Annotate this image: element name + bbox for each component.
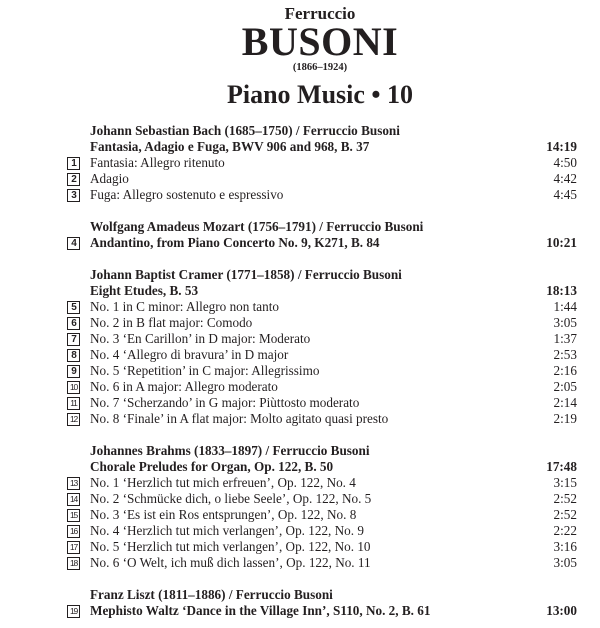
composer-line: [0, 587, 600, 603]
track-number-box: 18: [67, 557, 80, 570]
track-number-box: 9: [67, 365, 80, 378]
track-row[interactable]: [0, 411, 600, 427]
track-row[interactable]: [0, 363, 600, 379]
track-time: 3:05: [553, 555, 577, 570]
track-row[interactable]: [0, 171, 600, 187]
composer-first-name: Ferruccio: [284, 4, 356, 23]
track-number-box: 12: [67, 413, 80, 426]
composer-line: [0, 123, 600, 139]
track-time: 4:50: [553, 155, 577, 170]
track-title: Fantasia: Allegro ritenuto: [90, 155, 225, 170]
track-number-box: 2: [67, 173, 80, 186]
track-time: 2:52: [553, 507, 577, 522]
work-time: 10:21: [546, 235, 577, 250]
track-number-box: 17: [67, 541, 80, 554]
track-number-box: 4: [67, 237, 80, 250]
track-number-box: 15: [67, 509, 80, 522]
track-number-box: 16: [67, 525, 80, 538]
track-row[interactable]: [0, 395, 600, 411]
track-row[interactable]: [0, 491, 600, 507]
composer-line: [0, 267, 600, 283]
track-title: No. 2 in B flat major: Comodo: [90, 315, 253, 330]
track-time: 2:22: [553, 523, 577, 538]
track-title: Adagio: [90, 171, 129, 186]
track-row[interactable]: [0, 299, 600, 315]
track-title: Fuga: Allegro sostenuto e espressivo: [90, 187, 284, 202]
composer-line-text: Johannes Brahms (1833–1897) / Ferruccio Busoni: [90, 443, 370, 458]
track-time: 4:42: [553, 171, 577, 186]
track-time: 3:16: [553, 539, 577, 554]
work-title: Mephisto Waltz ‘Dance in the Village Inn’, S110, No. 2, B. 61: [90, 603, 431, 618]
track-title: No. 3 ‘En Carillon’ in D major: Moderato: [90, 331, 311, 346]
track-time: 2:53: [553, 347, 577, 362]
track-row[interactable]: [0, 331, 600, 347]
work-title: Fantasia, Adagio e Fuga, BWV 906 and 968, B. 37: [90, 139, 370, 154]
composer-dates: (1866–1924): [292, 62, 348, 73]
track-number-box: 8: [67, 349, 80, 362]
track-row[interactable]: [0, 523, 600, 539]
track-number-box: 13: [67, 477, 80, 490]
work-time: 13:00: [546, 603, 577, 618]
work-row[interactable]: [0, 603, 600, 619]
track-title: No. 2 ‘Schmücke dich, o liebe Seele’, Op. 122, No. 5: [90, 491, 372, 506]
track-time: 1:37: [553, 331, 577, 346]
composer-line: [0, 219, 600, 235]
work-title: Eight Etudes, B. 53: [90, 283, 199, 298]
track-row[interactable]: [0, 507, 600, 523]
album-title: Piano Music • 10: [226, 80, 414, 109]
track-title: No. 1 ‘Herzlich tut mich erfreuen’, Op. 122, No. 4: [90, 475, 356, 490]
track-number-box: 1: [67, 157, 80, 170]
composer-line: [0, 443, 600, 459]
track-time: 2:52: [553, 491, 577, 506]
track-title: No. 7 ‘Scherzando’ in G major: Piùttosto moderato: [90, 395, 360, 410]
track-number-box: 7: [67, 333, 80, 346]
composer-line-text: Johann Sebastian Bach (1685–1750) / Ferruccio Busoni: [90, 123, 400, 138]
track-title: No. 6 in A major: Allegro moderato: [90, 379, 278, 394]
track-title: No. 5 ‘Herzlich tut mich verlangen’, Op. 122, No. 10: [90, 539, 371, 554]
track-time: 3:15: [553, 475, 577, 490]
track-title: No. 6 ‘O Welt, ich muß dich lassen’, Op. 122, No. 11: [90, 555, 371, 570]
track-title: No. 8 ‘Finale’ in A flat major: Molto agitato quasi presto: [90, 411, 389, 426]
track-row[interactable]: [0, 539, 600, 555]
track-row[interactable]: [0, 347, 600, 363]
track-time: 1:44: [553, 299, 577, 314]
track-row[interactable]: [0, 475, 600, 491]
composer-line-text: Franz Liszt (1811–1886) / Ferruccio Busoni: [90, 587, 333, 602]
track-number-box: 3: [67, 189, 80, 202]
track-number-box: 11: [67, 397, 80, 410]
work-row: [0, 283, 600, 299]
track-number-box: 6: [67, 317, 80, 330]
track-time: 2:05: [553, 379, 577, 394]
track-title: No. 3 ‘Es ist ein Ros entsprungen’, Op. 122, No. 8: [90, 507, 357, 522]
track-row[interactable]: [0, 555, 600, 571]
work-title: Chorale Preludes for Organ, Op. 122, B. 50: [90, 459, 334, 474]
track-row[interactable]: [0, 379, 600, 395]
work-row: [0, 139, 600, 155]
work-row[interactable]: [0, 235, 600, 251]
work-time: 14:19: [546, 139, 577, 154]
track-title: No. 5 ‘Repetition’ in C major: Allegrissimo: [90, 363, 320, 378]
track-row[interactable]: [0, 187, 600, 203]
work-title: Andantino, from Piano Concerto No. 9, K271, B. 84: [90, 235, 380, 250]
work-time: 17:48: [546, 459, 577, 474]
track-time: 2:19: [553, 411, 577, 426]
work-time: 18:13: [546, 283, 577, 298]
track-number-box: 5: [67, 301, 80, 314]
work-row: [0, 459, 600, 475]
composer-line-text: Johann Baptist Cramer (1771–1858) / Ferruccio Busoni: [90, 267, 402, 282]
track-row[interactable]: [0, 315, 600, 331]
track-time: 4:45: [553, 187, 577, 202]
track-time: 3:05: [553, 315, 577, 330]
track-row[interactable]: [0, 155, 600, 171]
track-number-box: 10: [67, 381, 80, 394]
track-number-box: 14: [67, 493, 80, 506]
composer-line-text: Wolfgang Amadeus Mozart (1756–1791) / Ferruccio Busoni: [90, 219, 424, 234]
track-title: No. 4 ‘Allegro di bravura’ in D major: [90, 347, 289, 362]
track-time: 2:14: [553, 395, 577, 410]
track-title: No. 4 ‘Herzlich tut mich verlangen’, Op. 122, No. 9: [90, 523, 364, 538]
track-title: No. 1 in C minor: Allegro non tanto: [90, 299, 280, 314]
composer-last-name: BUSONI: [241, 19, 399, 64]
track-number-box: 19: [67, 605, 80, 618]
track-time: 2:16: [553, 363, 577, 378]
